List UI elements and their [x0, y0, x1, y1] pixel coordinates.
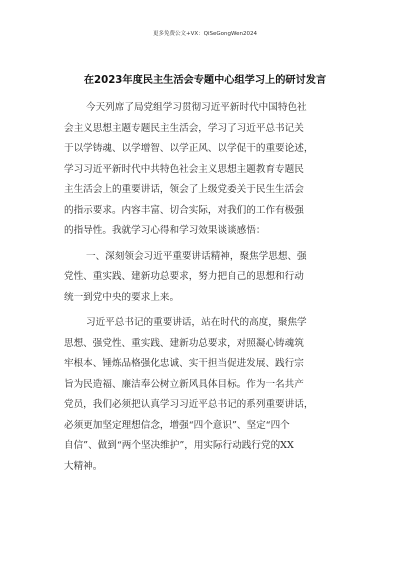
text-line: 牢根本、锤炼品格强化忠诚、实干担当促进发展、践行宗 [64, 358, 304, 369]
text-line: 旨为民造福、廉洁奉公树立新风具体目标。作为一名共产 [64, 378, 304, 390]
text-line: 自信”、做到“两个坚决维护”，用实际行动践行党的XX [64, 440, 294, 451]
document-body [64, 98, 348, 482]
page-header: 更多免费公文+VX：QiSeGongWen2024 [153, 31, 257, 37]
text-line: 统一到党中央的要求上来。 [64, 291, 180, 303]
paragraph-2 [64, 247, 348, 309]
text-line: 党员，我们必须把认真学习习近平总书记的系列重要讲话， [64, 399, 314, 410]
text-line: 一、深刻领会习近平重要讲话精神，聚焦学思想、强 [86, 250, 307, 262]
text-line: 今天列席了局党组学习贯彻习近平新时代中国特色社 [86, 102, 307, 113]
text-line: 习近平总书记的重要讲话，站在时代的高度，聚焦学 [86, 317, 307, 328]
text-line: 于以学铸魂、以学增智、以学正风、以学促干的重要论述， [64, 143, 314, 154]
document-title: 在2023年度民主生活会专题中心组学习上的研讨发言 [83, 75, 327, 86]
paragraph-3 [64, 313, 348, 477]
text-line: 会主义思想主题专题民主生活会，学习了习近平总书记关 [64, 122, 304, 134]
text-line: 必须更加坚定理想信念，增强“四个意识”、坚定“四个 [64, 419, 290, 431]
text-line: 的指示要求。内容丰富、切合实际，对我们的工作有极强 [64, 204, 304, 216]
paragraph-1 [64, 98, 348, 242]
text-line: 党性、重实践、建新功总要求，努力把自己的思想和行动 [64, 271, 304, 282]
text-line: 的指导性。我就学习心得和学习效果谈谈感悟： [64, 225, 266, 236]
text-line: 主生活会上的重要讲话，领会了上级党委关于民生生活会 [64, 184, 304, 195]
text-line: 大精神。 [64, 460, 103, 472]
text-line: 思想、强党性、重实践、建新功总要求，对照凝心铸魂筑 [64, 337, 304, 349]
text-line: 学习习近平新时代中共特色社会主义思想主题教育专题民 [64, 163, 304, 175]
